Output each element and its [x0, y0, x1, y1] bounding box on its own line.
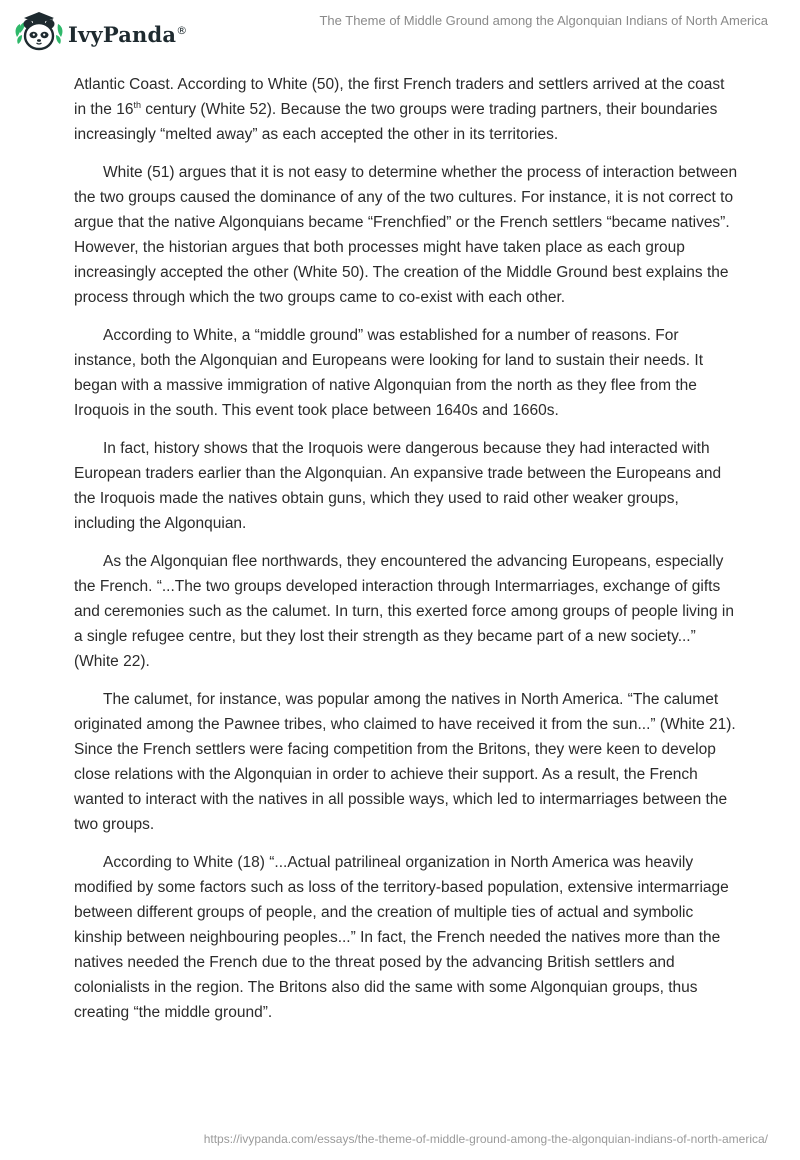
ivypanda-logo[interactable] [14, 9, 187, 53]
page-header [0, 0, 800, 60]
paragraph-1-superscript: th [133, 99, 141, 110]
source-url[interactable]: https://ivypanda.com/essays/the-theme-of-middle-ground-among-the-algonquian-indians-of-north-america/ [203, 1132, 768, 1146]
paragraph-3: According to White, a “middle ground” was established for a number of reasons. For instance, both the Algonquian and Europeans were looking for land to sustain their needs. It began with a massive immigration of native Algonquian from the north as they flee from the Iroquois in the south. This event took place between 1640s and 1660s. [74, 327, 704, 419]
document-title: The Theme of Middle Ground among the Algonquian Indians of North America [319, 13, 768, 28]
essay-body [74, 72, 740, 1038]
paragraph-6: The calumet, for instance, was popular among the natives in North America. “The calumet originated among the Pawnee tribes, who claimed to have received it from the sun...” (White 21). Since the French settlers were facing competition from the Britons, they were keen to develop close relations with the Algonquian in order to achieve their support. As a result, the French wanted to interact with the natives in all possible ways, which led to intermarriages between the two groups. [74, 691, 736, 833]
brand-name-text: IvyPanda [68, 21, 177, 47]
paragraph-1 [74, 72, 740, 147]
panda-graduate-icon [14, 9, 64, 53]
paragraph-1-text-a: Atlantic Coast. According to White (50), the first French traders and settlers arrived at the coast in the 16 [74, 76, 725, 118]
paragraph-5: As the Algonquian flee northwards, they encountered the advancing Europeans, especially the French. “...The two groups developed interaction through Intermarriages, exchange of gifts and ceremonies such as the calumet. In turn, this exerted force among groups of people living in a single refugee centre, but they lost their strength as they became part of a new society...” (White 22). [74, 553, 734, 670]
paragraph-4: In fact, history shows that the Iroquois were dangerous because they had interacted with European traders earlier than the Algonquian. An expansive trade between the Europeans and the Iroquois made the natives obtain guns, which they used to raid other weaker groups, including the Algonquian. [74, 440, 722, 532]
brand-name [68, 22, 187, 47]
paragraph-1-text-b: century (White 52). Because the two groups were trading partners, their boundaries increasingly “melted away” as each accepted the other in its territories. [74, 101, 718, 143]
registered-mark: ® [176, 23, 188, 37]
paragraph-7: According to White (18) “...Actual patrilineal organization in North America was heavily modified by some factors such as loss of the territory-based population, extensive intermarriage between different groups of people, and the creation of multiple ties of actual and symbolic kinship between neighbouring peoples...” In fact, the French needed the natives more than the natives needed the French due to the threat posed by the advancing British settlers and colonialists in the region. The Britons also did the same with some Algonquian groups, thus creating “the middle ground”. [74, 854, 729, 1021]
paragraph-2: White (51) argues that it is not easy to determine whether the process of interaction between the two groups caused the dominance of any of the two cultures. For instance, it is not correct to argue that the native Algonquians became “Frenchfied” or the French settlers “became natives”. However, the historian argues that both processes might have taken place as each group increasingly accepted the other (White 50). The creation of the Middle Ground best explains the process through which the two groups came to co-exist with each other. [74, 164, 738, 306]
